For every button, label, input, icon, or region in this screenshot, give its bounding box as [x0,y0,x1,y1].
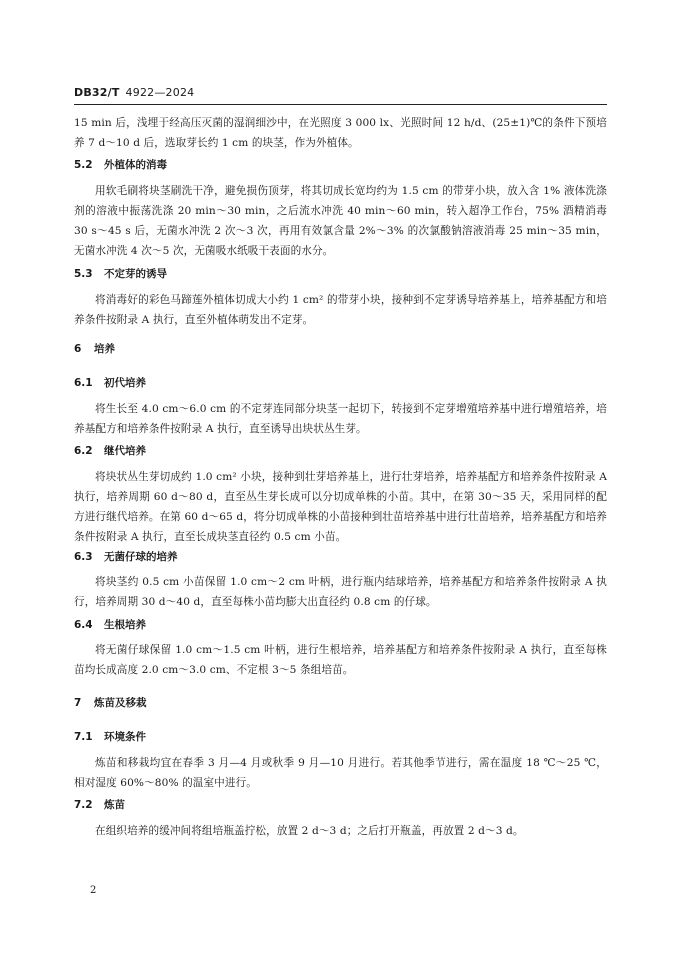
section-6-1-heading [74,375,146,390]
section-title: 培养 [94,343,115,355]
section-title: 外植体的消毒 [104,159,167,171]
section-title: 炼苗及移栽 [94,697,147,709]
section-5-3-heading [74,266,167,281]
paragraph-7-1: 炼苗和移栽均宜在春季 3 月—4 月或秋季 9 月—10 月进行。若其他季节进行，需在温度 18 ℃～25 ℃，相对湿度 60%～80% 的温室中进行。 [74,757,607,789]
section-title: 继代培养 [104,445,146,457]
section-number: 7 [74,697,82,709]
paragraph-5-3: 将消毒好的彩色马蹄莲外植体切成大小约 1 cm² 的带芽小块，接种到不定芽诱导培养基上，培养基配方和培养条件按附录 A 执行，直至外植体萌发出不定芽。 [74,294,607,326]
section-6-heading [74,341,115,356]
section-7-2-heading [74,797,125,812]
section-title: 无菌仔球的培养 [104,551,178,563]
section-title: 炼苗 [104,799,125,811]
section-7-1-heading [74,729,146,744]
section-title: 生根培养 [104,619,146,631]
section-5-2-heading [74,157,167,172]
section-number: 6 [74,343,82,355]
paragraph-6-3: 将块茎约 0.5 cm 小苗保留 1.0 cm～2 cm 叶柄，进行瓶内结球培养，培养基配方和培养条件按附录 A 执行，培养周期 30 d～40 d，直至每株小苗均膨大出直径约 0.8 cm 的仔球。 [74,576,607,608]
section-number: 5.3 [74,268,93,280]
section-6-4-heading [74,617,146,632]
section-number: 6.2 [74,445,93,457]
header-rule [74,104,607,105]
paragraph-6-1: 将生长至 4.0 cm～6.0 cm 的不定芽连同部分块茎一起切下，转接到不定芽增殖培养基中进行增殖培养，培养基配方和培养条件按附录 A 执行，直至诱导出块状丛生芽。 [74,403,607,435]
paragraph-5-2: 用软毛刷将块茎刷洗干净，避免损伤顶芽，将其切成长宽均约为 1.5 cm 的带芽小块，放入含 1% 液体洗涤剂的溶液中振荡洗涤 20 min～30 min，之后流水冲洗 40 min～60 min，转入超净工作台，75% 酒精消毒 30 s～45 s 后，无菌水冲洗 2 次～3 次，再用有效氯含量 2%～3% 的次氯酸钠溶液消毒 25 min～35 min，无菌水冲洗 4 次～5 次，无菌吸水纸吸干表面的水分。 [74,185,607,257]
section-7-heading [74,695,147,710]
document-code-header [74,86,194,99]
section-number: 5.2 [74,159,93,171]
section-6-3-heading [74,549,178,564]
page-number: 2 [90,885,97,896]
paragraph-intro: 15 min 后，浅埋于经高压灭菌的湿润细沙中，在光照度 3 000 lx、光照时间 12 h/d、(25±1)℃的条件下预培养 7 d～10 d 后，选取芽长约 1 cm 的块茎，作为外植体。 [74,117,607,149]
paragraph-7-2: 在组织培养的缓冲间将组培瓶盖拧松，放置 2 d～3 d；之后打开瓶盖，再放置 2 d～3 d。 [95,825,524,837]
section-title: 初代培养 [104,377,146,389]
paragraph-6-4: 将无菌仔球保留 1.0 cm～1.5 cm 叶柄，进行生根培养，培养基配方和培养条件按附录 A 执行，直至每株苗均长成高度 2.0 cm～3.0 cm、不定根 3～5 条组培苗。 [74,644,607,676]
section-number: 6.3 [74,551,93,563]
section-6-2-heading [74,443,146,458]
paragraph-6-2: 将块状丛生芽切成约 1.0 cm² 小块，接种到壮芽培养基上，进行壮芽培养，培养基配方和培养条件按附录 A 执行，培养周期 60 d～80 d，直至丛生芽长成可以分切成单株的小苗。其中，在第 30～35 天，采用同样的配方进行继代培养。在第 60 d～65 d，将分切成单株的小苗接种到壮苗培养基中进行壮苗培养，培养基配方和培养条件按附录 A 执行，直至长成块茎直径约 0.5 cm 小苗。 [74,471,607,543]
section-number: 7.2 [74,799,93,811]
section-number: 6.4 [74,619,93,631]
standard-number: 4922—2024 [125,86,195,99]
section-title: 环境条件 [104,731,146,743]
section-title: 不定芽的诱导 [104,268,167,280]
section-number: 6.1 [74,377,93,389]
standard-code: DB32/T [74,86,120,99]
section-number: 7.1 [74,731,93,743]
